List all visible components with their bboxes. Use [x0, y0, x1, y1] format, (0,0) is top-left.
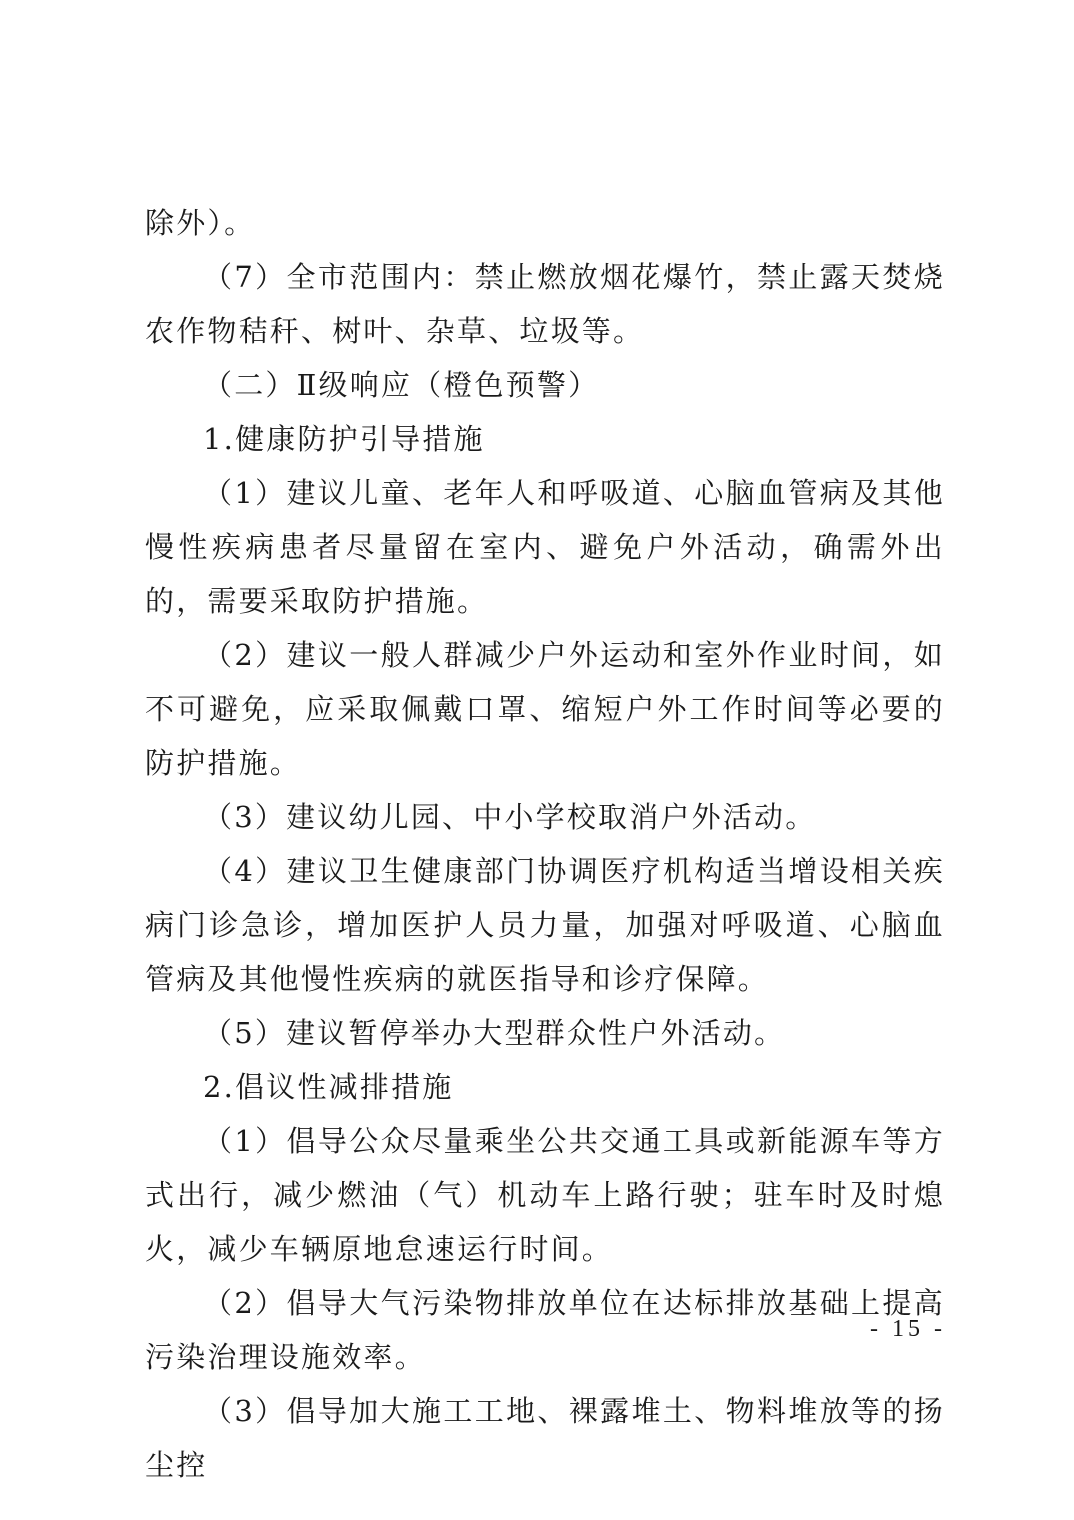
- page-number: - 15 -: [870, 1316, 946, 1342]
- paragraph: （7）全市范围内：禁止燃放烟花爆竹，禁止露天焚烧农作物秸秆、树叶、杂草、垃圾等。: [145, 260, 945, 348]
- paragraph: （3）倡导加大施工工地、裸露堆土、物料堆放等的扬尘控: [145, 1394, 945, 1482]
- body-text: [145, 196, 945, 1492]
- section-heading: （二）Ⅱ级响应（橙色预警）: [203, 368, 600, 402]
- paragraph: （4）建议卫生健康部门协调医疗机构适当增设相关疾病门诊急诊，增加医护人员力量，加强对呼吸道、心脑血管病及其他慢性疾病的就医指导和诊疗保障。: [145, 854, 945, 996]
- subsection-heading: 1.健康防护引导措施: [203, 422, 485, 456]
- paragraph: （3）建议幼儿园、中小学校取消户外活动。: [203, 800, 817, 834]
- paragraph: （1）建议儿童、老年人和呼吸道、心脑血管病及其他慢性疾病患者尽量留在室内、避免户外活动，确需外出的，需要采取防护措施。: [145, 476, 945, 618]
- paragraph: （5）建议暂停举办大型群众性户外活动。: [203, 1016, 786, 1050]
- paragraph: （2）建议一般人群减少户外运动和室外作业时间，如不可避免，应采取佩戴口罩、缩短户外工作时间等必要的防护措施。: [145, 638, 945, 780]
- paragraph: （1）倡导公众尽量乘坐公共交通工具或新能源车等方式出行，减少燃油（气）机动车上路行驶；驻车时及时熄火，减少车辆原地怠速运行时间。: [145, 1124, 945, 1266]
- paragraph: 除外）。: [145, 206, 256, 240]
- subsection-heading: 2.倡议性减排措施: [203, 1070, 454, 1104]
- paragraph: （2）倡导大气污染物排放单位在达标排放基础上提高污染治理设施效率。: [145, 1286, 945, 1374]
